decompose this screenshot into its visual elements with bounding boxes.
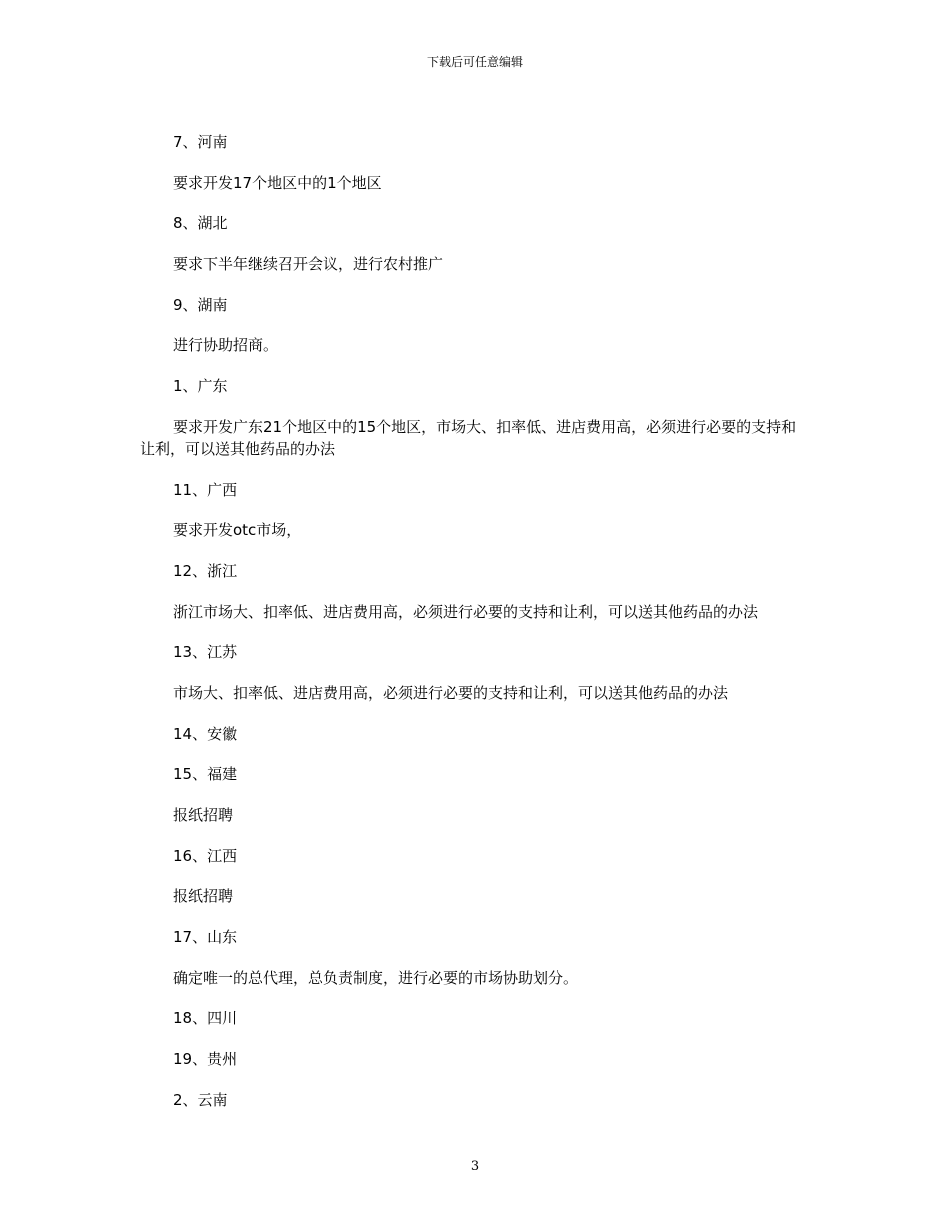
page-number: 3: [470, 1159, 480, 1174]
paragraph: 18、四川: [173, 1009, 238, 1028]
paragraph: 要求开发17个地区中的1个地区: [173, 173, 382, 192]
paragraph: 8、湖北: [173, 214, 228, 233]
paragraph: 市场大、扣率低、进店费用高，必须进行必要的支持和让利，可以送其他药品的办法: [173, 683, 729, 702]
paragraph: 2、云南: [173, 1090, 228, 1109]
paragraph: 19、贵州: [173, 1050, 238, 1069]
paragraph: 报纸招聘: [173, 806, 234, 824]
paragraph: 13、江苏: [173, 643, 238, 662]
paragraph: 要求开发广东21个地区中的15个地区，市场大、扣率低、进店费用高，必须进行必要的支持和让利，可以送其他药品的办法: [140, 417, 797, 458]
paragraph: 确定唯一的总代理，总负责制度，进行必要的市场协助划分。: [173, 968, 579, 987]
paragraph: 要求开发otc市场，: [173, 521, 302, 540]
paragraph: 报纸招聘: [173, 887, 234, 906]
document-body: [140, 131, 810, 1130]
paragraph: 12、浙江: [173, 561, 238, 580]
paragraph: 16、江西: [173, 846, 238, 865]
paragraph: 要求下半年继续召开会议，进行农村推广: [173, 255, 444, 274]
page-header: 下载后可任意编辑: [426, 55, 523, 69]
paragraph: 14、安徽: [173, 724, 238, 743]
paragraph: 进行协助招商。: [173, 336, 279, 355]
paragraph: 15、福建: [173, 765, 238, 784]
paragraph: 浙江市场大、扣率低、进店费用高，必须进行必要的支持和让利，可以送其他药品的办法: [173, 602, 759, 621]
paragraph: 11、广西: [173, 480, 238, 499]
paragraph: 7、河南: [173, 133, 228, 151]
paragraph: 1、广东: [173, 377, 228, 396]
paragraph: 9、湖南: [173, 295, 228, 314]
paragraph: 17、山东: [173, 928, 238, 947]
